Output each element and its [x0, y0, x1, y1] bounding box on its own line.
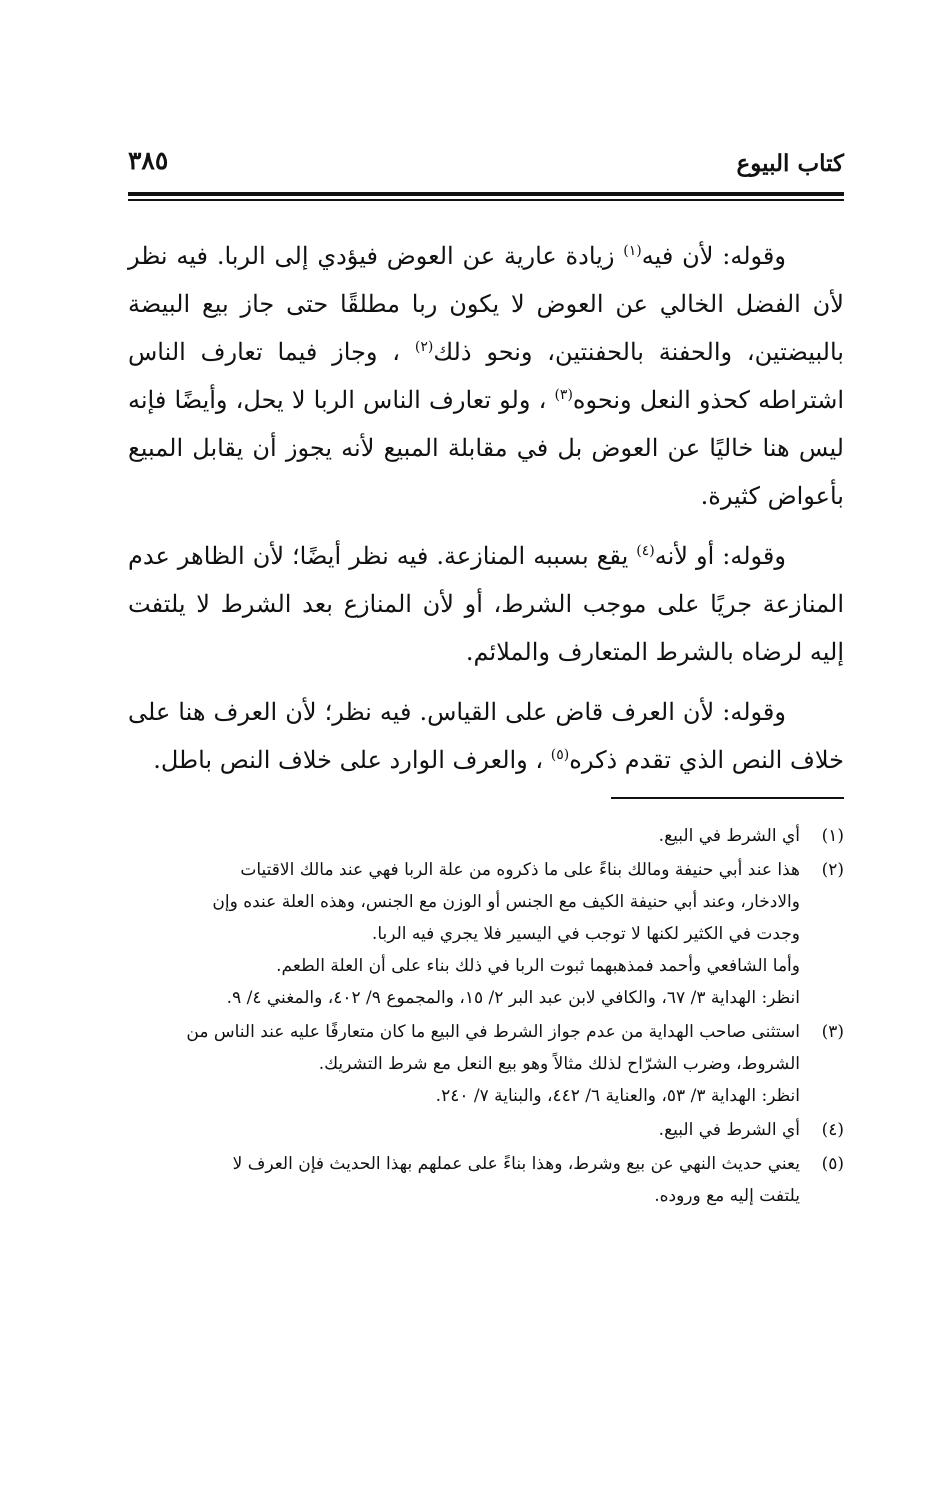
paragraph-2 [128, 532, 844, 676]
paragraph-text: ، وجاز فيما تعارف الناس اشتراطه كحذو النعل ونحوه [128, 338, 844, 414]
footnote-line: الشروط، وضرب الشرّاح لذلك مثالاً وهو بيع النعل مع شرط التشريك. [318, 1054, 800, 1074]
paragraph-3 [128, 688, 844, 784]
paragraph-text: يقع بسببه المنازعة. فيه نظر أيضًا؛ لأن الظاهر عدم المنازعة جريًا على موجب الشرط، أو لأن المنازع بعد الشرط لا يلتفت إليه لرضاه بالشرط المتعارف والملائم. [128, 542, 844, 666]
paragraph-text: زيادة عارية عن العوض فيؤدي إلى الربا. فيه نظر لأن الفضل الخالي عن العوض لا يكون ربا مطلقًا حتى جاز بيع البيضة بالبيضتين، والحفنة بالحفنتين، ونحو ذلك [128, 242, 844, 366]
footnote-number: (٥) [821, 1154, 844, 1174]
header-rule-thick [128, 192, 844, 196]
footnote-reference[interactable]: (٥) [550, 747, 570, 763]
header-rule-thin [128, 199, 844, 201]
footnote-separator [611, 797, 844, 799]
main-text [128, 232, 844, 784]
paragraph-text: وقوله: أو لأنه [654, 542, 786, 570]
footnote-line: وأما الشافعي وأحمد فمذهبهما ثبوت الربا في ذلك بناء على أن العلة الطعم. [276, 956, 800, 976]
footnote-reference[interactable]: (٣) [554, 387, 573, 403]
footnote-2 [128, 854, 844, 1014]
footnote-line: وجدت في الكثير لكنها لا توجب في اليسير فلا يجري فيه الربا. [371, 924, 800, 944]
footnote-number: (١) [821, 826, 844, 846]
footnote-reference[interactable]: (٤) [636, 543, 655, 559]
footnote-line: أي الشرط في البيع. [658, 1120, 800, 1140]
paragraph-1 [128, 232, 844, 520]
footnote-number: (٢) [821, 860, 844, 880]
footnote-line: والادخار، وعند أبي حنيفة الكيف مع الجنس أو الوزن مع الجنس، وهذه العلة عنده وإن [212, 892, 800, 912]
footnote-line: يعني حديث النهي عن بيع وشرط، وهذا بناءً على عملهم بهذا الحديث فإن العرف لا [232, 1154, 800, 1174]
paragraph-text: ، ولو تعارف الناس الربا لا يحل، وأيضًا فإنه ليس هنا خاليًا عن العوض بل في مقابلة المبيع لأنه يجوز أن يقابل المبيع بأعواض كثيرة. [128, 386, 844, 510]
footnotes [128, 820, 844, 1214]
footnote-line: هذا عند أبي حنيفة ومالك بناءً على ما ذكروه من علة الربا فهي عند مالك الاقتيات [240, 860, 800, 880]
page-number: ٣٨٥ [128, 146, 169, 175]
footnote-reference[interactable]: (١) [623, 243, 642, 259]
page-header [128, 142, 844, 190]
footnote-line: استثنى صاحب الهداية من عدم جواز الشرط في البيع ما كان متعارفًا عليه عند الناس من [186, 1022, 800, 1042]
book-title: كتاب البيوع [736, 150, 844, 177]
footnote-number: (٤) [821, 1120, 844, 1140]
paragraph-text: ، والعرف الوارد على خلاف النص باطل. [153, 746, 551, 774]
footnote-1 [128, 820, 844, 852]
paragraph-text: وقوله: لأن فيه [641, 242, 786, 270]
footnote-line: يلتفت إليه مع وروده. [654, 1186, 800, 1206]
footnote-line: انظر: الهداية ٣/ ٦٧، والكافي لابن عبد البر ٢/ ١٥، والمجموع ٩/ ٤٠٢، والمغني ٤/ ٩. [226, 988, 800, 1008]
footnote-line: أي الشرط في البيع. [658, 826, 800, 846]
footnote-reference[interactable]: (٢) [414, 339, 434, 355]
footnote-3 [128, 1016, 844, 1112]
footnote-5 [128, 1148, 844, 1212]
paragraph-text: وقوله: لأن العرف قاض على القياس. فيه نظر؛ لأن العرف هنا على خلاف النص الذي تقدم ذكره [128, 698, 844, 774]
footnote-line: انظر: الهداية ٣/ ٥٣، والعناية ٦/ ٤٤٢، والبناية ٧/ ٢٤٠. [435, 1086, 800, 1106]
footnote-4 [128, 1114, 844, 1146]
footnote-number: (٣) [821, 1022, 844, 1042]
